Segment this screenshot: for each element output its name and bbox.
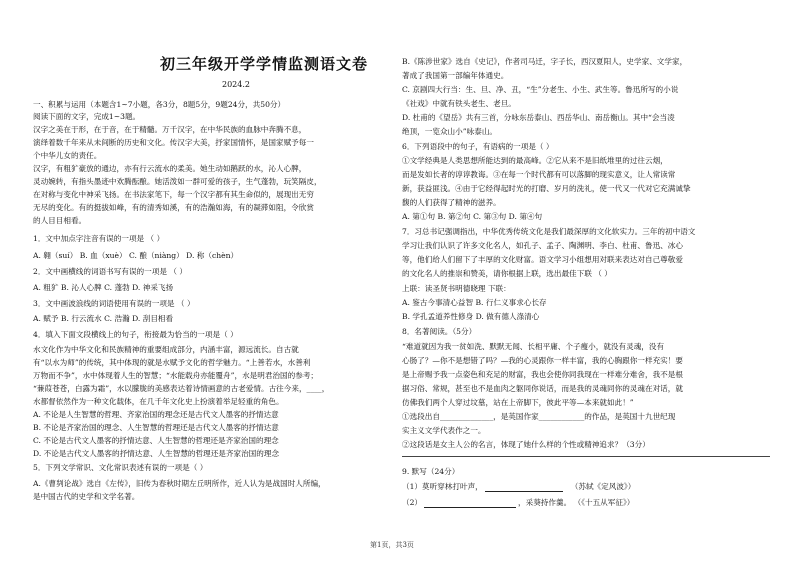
question-2: 2．文中画横线的词语书写有误的一项是 （ ） <box>33 267 187 276</box>
text-line: 阅读下面的文字，完成1~3题。 <box>33 112 141 121</box>
dictation-1 <box>402 481 635 492</box>
question-7: 7．习总书记强调指出，中华优秀传统文化是我们最深厚的文化软实力。三年的初中语文 <box>402 227 696 236</box>
dictation-1-prefix: （1）莫听穿林打叶声， <box>402 482 483 491</box>
section-9-heading: 9. 默写（24分） <box>402 467 460 476</box>
option-c: C. 不论是古代文人墨客的抒情达意、人生智慧的哲理还是齐家治国的理念 <box>33 436 279 445</box>
question-3: 3．文中画波浪线的词语使用有误的一项是 （ ） <box>33 299 195 308</box>
text-line: 是中国古代的史学和文学名著。 <box>33 492 140 501</box>
page-footer: 第1页，共3页 <box>370 541 414 549</box>
text-line: C. 京剧四大行当：生、旦、净、丑，“生”分老生、小生、武生等。鲁迅所写的小说 <box>402 85 679 94</box>
page-title: 初三年级开学学情监测语文卷 <box>160 55 369 73</box>
text-line: “难道就因为我一贫如洗、默默无闻、长相平庸、个子瘦小，就没有灵魂，没有 <box>402 342 665 351</box>
text-line: 学习让我们认识了许多文化名人，如孔子、孟子、陶渊明、李白、杜甫、鲁迅、冰心 <box>402 241 683 250</box>
couplet-prompt: 上联：读圣贤书明德晓理 下联： <box>402 284 511 293</box>
text-line: 无尽的变化。有的挺拔如峰，有的清秀如溪，有的浩瀚如海，有的凝滞如阻，令欣赏 <box>33 203 314 212</box>
option-b: B. 不论是齐家治国的理念、人生智慧的哲理还是古代文人墨客的抒情达意 <box>33 423 279 432</box>
text-line: 是上帝赐予我一点姿色和充足的财富，我也会使你同我现在一样难分难舍，我不是根 <box>402 370 683 379</box>
question-2-options: A. 粗犷 B. 沁人心脾 C. 蓬勃 D. 神采飞扬 <box>33 283 174 292</box>
text-line: 据习俗、常规，甚至也不是血肉之躯同你说话，而是我的灵魂同你的灵魂在对话，就 <box>402 384 683 393</box>
text-line: 著成了我国第一部编年体通史。 <box>402 71 509 80</box>
text-line: “蒹葭苍苍，白露为霜”，水以朦胧的美感表达着诗情画意的古老爱情。古往今来，____， <box>33 384 330 393</box>
question-1: 1．文中加点字注音有误的一项是 （ ） <box>33 234 165 243</box>
question-1-options: A. 翱（suí） B. 血（xuè） C. 酿（niàng） D. 称（chèn） <box>33 251 239 260</box>
text-line: 《社戏》中就有铁头老生、老旦。 <box>402 99 516 108</box>
question-4: 4．填入下面文段横线上的句子，衔接最为恰当的一项是（ ） <box>33 330 238 339</box>
text-line: 汉字，有粗犷豪放的通边，亦有行云流水的柔美。她生动如鹅跃的水，沁人心脾， <box>33 164 307 173</box>
dictation-2 <box>402 497 634 508</box>
text-line: 在对称与变化中神采飞扬。在书法家笔下，每一个汉字都有其生命似的，展现出无穷 <box>33 190 314 199</box>
question-3-options: A. 赋予 B. 行云流水 C. 浩瀚 D. 刮目相看 <box>33 314 174 323</box>
question-8-part-2: ②这段话是女主人公的名言，体现了她什么样的个性或精神追求？（3分） <box>402 440 650 449</box>
text-line: ①文学经典是人类思想所能达到的最高峰。②它从来不是旧纸堆里的过往云烟， <box>402 156 668 165</box>
question-6: 6．下列语段中的句子，有语病的一项是（ ） <box>402 142 554 151</box>
text-line: 万物而不争”，水中体现着人生的智慧；“水能载舟亦能覆舟”，水是明君治国的参考； <box>33 371 319 380</box>
answer-blank[interactable] <box>424 498 516 508</box>
text-line: 而是发如长者的谆谆教诲。③在每一个时代都有可以落脚的现实意义，让人常读常 <box>402 170 676 179</box>
text-line: 有“以水为师”的传统，其中体现的就是水赋予文化的哲学魅力。“上善若水，水善利 <box>33 358 311 367</box>
text-line: A.《曹刿论战》选自《左传》，旧传为春秋时期左丘明所作，近人认为是战国时人所编， <box>33 479 326 488</box>
text-line: 水文化作为中华文化和民族精神的重要组成部分，内涵丰富，源远流长。自古就 <box>33 345 299 354</box>
text-line: B.《陈涉世家》选自《史记》，作者司马迁，字子长，西汉夏阳人，史学家、文学家， <box>402 57 688 66</box>
text-line: 一、积累与运用（本题含1~7小题，各3分，8题5分，9题24分，共50分） <box>33 100 286 109</box>
question-8: 8．名著阅读。（5分） <box>402 327 477 336</box>
text-line: 演绎着数千年来从未间断的历史和文化。传汉字大美，抒家国情怀，是国家赋予每一 <box>33 138 314 147</box>
text-line: 等，他们给人们留下了丰厚的文化财富。语文学习小组想用对联来表达对自己尊敬爱 <box>402 255 683 264</box>
text-line: 个中华儿女的责任。 <box>33 151 102 160</box>
text-line: 新，获益匪浅。④由于它经得起时光的打磨、岁月的洗礼，使一代又一代对它充满诚挚 <box>402 184 691 193</box>
text-line: 实主义文学代表作之一。 <box>402 426 486 435</box>
dictation-2-suffix: ，采葵持作羹。 （《十五从军征》） <box>518 498 635 507</box>
text-line: 馥的人们获得了精神的滋养。 <box>402 198 501 207</box>
text-line: 的文化名人的推崇和赞美，请你根据上联，选出最佳下联 （ ） <box>402 269 612 278</box>
text-line: 汉字之美在于形，在于音，在于精髓。万千汉字，在中华民族的血脉中奔腾不息， <box>33 125 307 134</box>
text-line: 水都督依然作为一种文化载体，在几千年文化史上扮演着举足轻重的角色。 <box>33 397 284 406</box>
text-line: 仿佛我们两个人穿过坟墓，站在上帝脚下，彼此平等—本来就如此！” <box>402 398 634 407</box>
section-divider <box>402 456 770 457</box>
answer-blank[interactable] <box>485 482 563 492</box>
text-line: 绝顶，一览众山小”咏泰山。 <box>402 127 498 136</box>
question-7-options-ab: A. 鉴古今事清心益智 B. 行仁义事求心长存 <box>402 298 547 307</box>
option-a: A. 不论是人生智慧的哲理、齐家治国的理念还是古代文人墨客的抒情达意 <box>33 410 279 419</box>
dictation-1-suffix: （苏轼《定风波》） <box>570 482 636 491</box>
text-line: D. 杜甫的《望岳》共有三首，分咏东岳泰山、西岳华山、南岳衡山。其中“会当凌 <box>402 113 675 122</box>
dictation-2-prefix: （2） <box>402 498 423 507</box>
question-7-options-cd: B. 学孔孟道养性修身 D. 做有德人涤清心 <box>402 312 540 321</box>
question-6-options: A. 第①句 B. 第②句 C. 第③句 D. 第④句 <box>402 212 543 221</box>
text-line: 的人目目相看。 <box>33 216 87 225</box>
question-8-part-1: ①选段出自______________，是英国作家____________的作品，是英国十九世纪现 <box>402 412 676 421</box>
text-line: 灵动婉转，有指头墨迹中欢腾酝酿。她活泼如一群可爱的孩子，生气蓬勃，玩笑隔皮， <box>33 177 322 186</box>
option-d: D. 不论是古代文人墨客的抒情达意、人生智慧的哲理还是齐家治国的理念 <box>33 449 280 458</box>
exam-date: 2024.2 <box>222 80 250 89</box>
text-line: 心肠了？—你不是想错了吗？—我的心灵跟你一样丰富，我的心胸跟你一样充实！要 <box>402 356 683 365</box>
question-5: 5．下列文学常识、文化常识表述有误的一项是（ ） <box>33 463 208 472</box>
